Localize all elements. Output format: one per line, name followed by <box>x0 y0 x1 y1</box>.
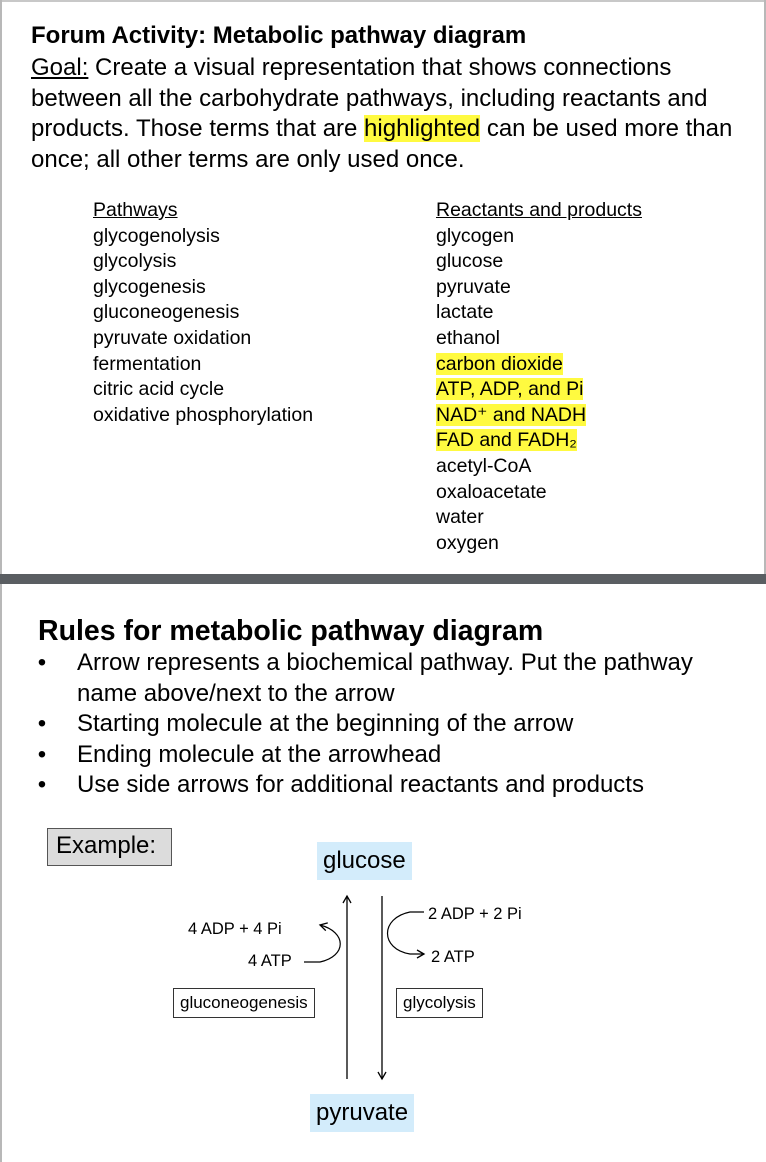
goal-text-part-1: Create a visual representation that shows connections between all the carbohydrate pathways, including reactants and products. Those terms that are <box>31 54 708 142</box>
pathway-item: fermentation <box>93 352 202 375</box>
reactants-header: Reactants and products <box>436 199 642 221</box>
example-label-box: Example: <box>47 828 172 866</box>
left-side-output-label: 4 ATP <box>248 952 292 970</box>
pathway-item: glycogenesis <box>93 275 206 298</box>
goal-paragraph <box>31 53 751 175</box>
pathways-column <box>93 198 313 428</box>
bullet: • <box>37 740 47 768</box>
rule-text: Use side arrows for additional reactants and products <box>77 771 644 798</box>
slide-2-title: Rules for metabolic pathway diagram <box>38 615 544 647</box>
reactant-list <box>436 224 642 557</box>
pathway-item: oxidative phosphorylation <box>93 403 314 426</box>
reactant-item: water <box>436 506 484 529</box>
reactant-highlight: FAD and FADH₂ <box>436 429 577 452</box>
slide-2 <box>0 584 766 1162</box>
reactant-item: pyruvate <box>436 275 511 298</box>
slide-top-border <box>2 0 764 2</box>
rule-text: Starting molecule at the beginning of the arrow <box>77 710 574 737</box>
slide-1-title: Forum Activity: Metabolic pathway diagram <box>31 22 527 49</box>
pathway-item: pyruvate oxidation <box>93 326 252 349</box>
goal-label: Goal: <box>31 54 89 81</box>
reactant-item: ethanol <box>436 326 500 349</box>
reactant-item: oxygen <box>436 531 499 554</box>
pyruvate-molecule: pyruvate <box>310 1094 414 1132</box>
goal-text-part-2: can be used more than once; all other terms are only used once. <box>31 115 733 173</box>
reactant-item: oxaloacetate <box>436 480 547 503</box>
reactant-item: lactate <box>436 301 494 324</box>
reactant-item <box>436 403 642 429</box>
reactant-item: glycogen <box>436 224 515 247</box>
reactant-item: acetyl-CoA <box>436 454 532 477</box>
reactant-highlight: carbon dioxide <box>436 352 563 375</box>
pathway-item: glycolysis <box>93 250 177 273</box>
reactant-item <box>436 377 642 403</box>
right-side-output-label: 2 ATP <box>431 948 475 966</box>
reactants-column <box>436 198 642 556</box>
bullet: • <box>37 771 47 798</box>
bullet: • <box>37 649 47 676</box>
reactant-item <box>436 428 642 454</box>
pathways-header: Pathways <box>93 199 178 221</box>
reactant-item <box>436 352 642 378</box>
pathway-item: gluconeogenesis <box>93 301 240 324</box>
bullet: • <box>37 710 47 737</box>
reactant-highlight: ATP, ADP, and Pi <box>436 378 584 401</box>
glycolysis-label-box: glycolysis <box>396 988 483 1018</box>
pathway-item: glycogenolysis <box>93 224 220 247</box>
reactant-highlight: NAD⁺ and NADH <box>436 403 587 426</box>
reactant-item: glucose <box>436 250 504 273</box>
right-side-input-label: 2 ADP + 2 Pi <box>428 905 522 923</box>
slide-1 <box>0 0 766 574</box>
slide-separator <box>0 574 766 584</box>
pathway-item: citric acid cycle <box>93 378 225 401</box>
rule-text: Ending molecule at the arrowhead <box>77 740 442 768</box>
rule-text: Arrow represents a biochemical pathway. Put the pathway name above/next to the arrow <box>77 649 693 707</box>
glucose-molecule: glucose <box>317 842 412 880</box>
gluconeogenesis-label-box: gluconeogenesis <box>173 988 315 1018</box>
right-side-arrow <box>388 912 425 954</box>
left-side-arrow <box>304 925 340 962</box>
left-side-input-label: 4 ADP + 4 Pi <box>188 920 282 938</box>
goal-highlight-word: highlighted <box>364 115 481 142</box>
